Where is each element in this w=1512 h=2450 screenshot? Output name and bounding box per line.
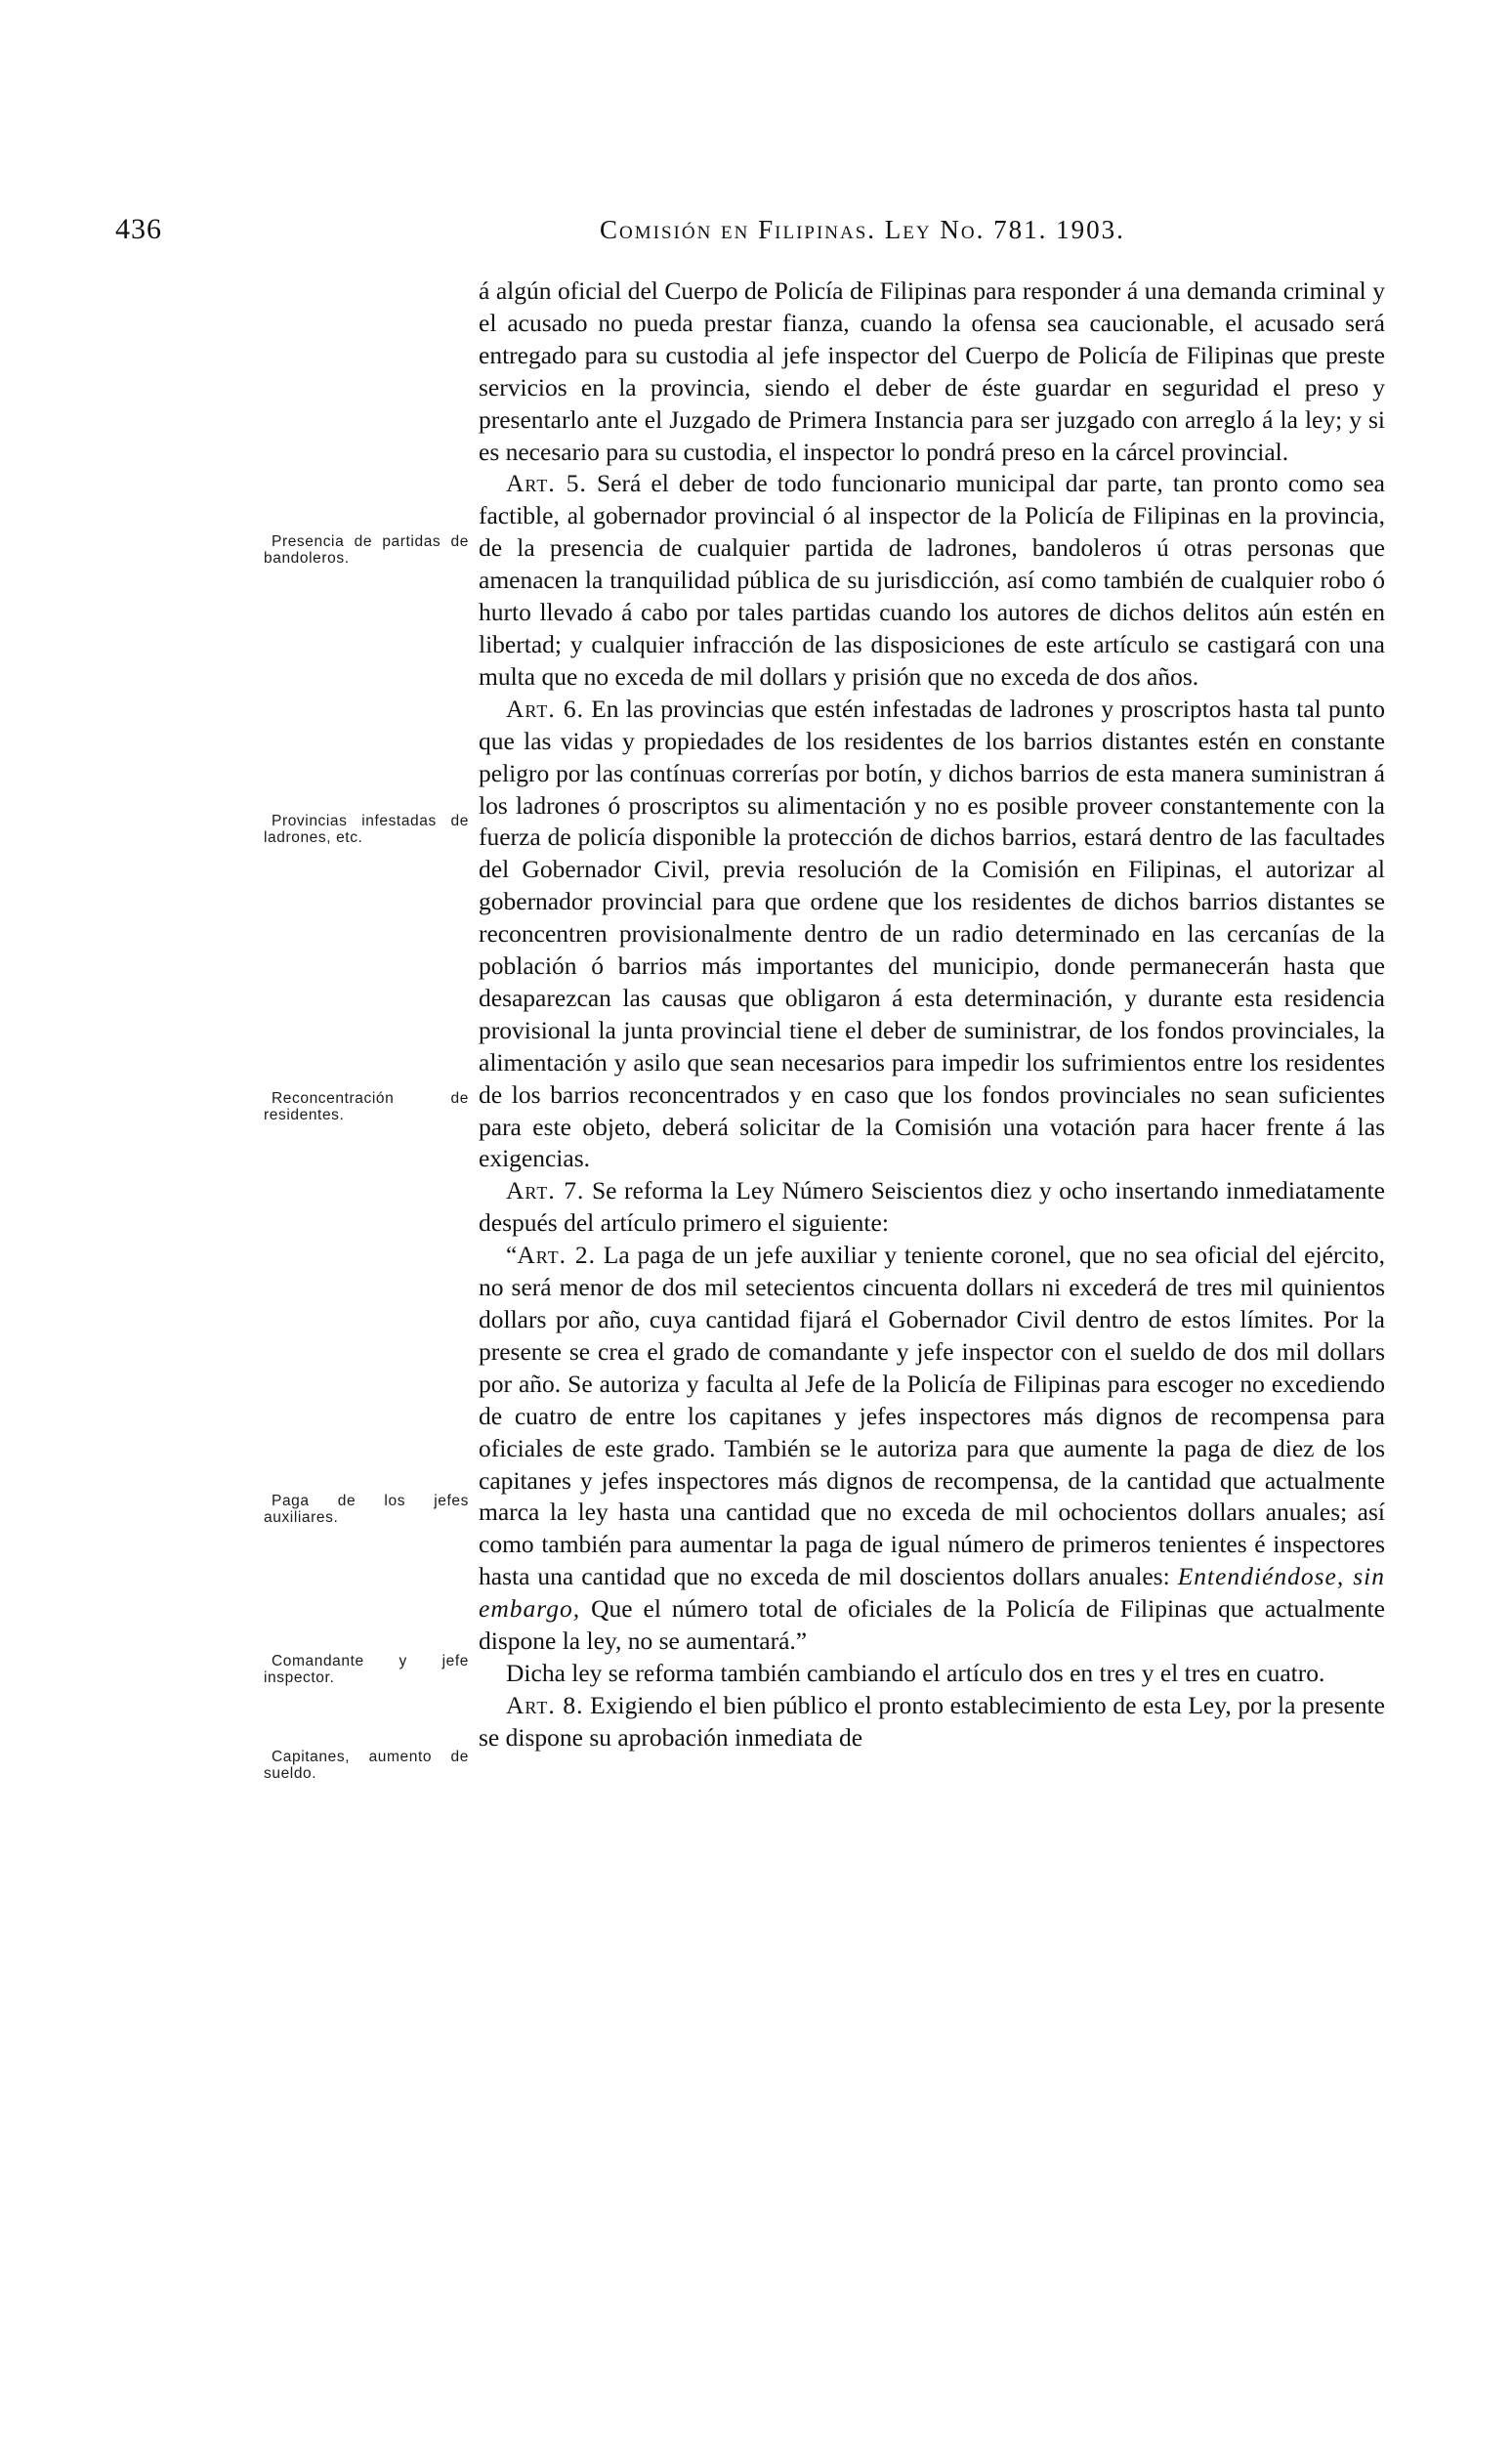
inserted-article-2-text: La paga de un jefe auxiliar y teniente coronel, que no sea oficial del ejército, no será menor de dos mil setecientos cincuenta dollars ni excederá de tres mil quinientos dollars por año, cuya cantidad fijará el Gobernador Civil dentro de estos límites. Por la presente se crea el grado de comandante y jefe inspector con el sueldo de dos mil dollars por año. Se autoriza y faculta al Jefe de la Policía de Filipinas para escoger no excediendo de cuatro de entre los capitanes y jefes inspectores más dignos de recompensa para oficiales de este grado. También se le autoriza para que aumente la paga de diez de los capitanes y jefes inspectores más dignos de recompensa, de la cantidad que actualmente marca la ley hasta una cantidad que no exceda de mil ochocientos dollars anuales; así como también para aumentar la paga de igual número de primeros tenientes é inspectores hasta una cantidad que no exceda de mil doscientos dollars anuales: — [479, 1241, 1385, 1591]
marginal-note-bandoleros: Presencia de partidas de bandoleros. — [264, 533, 469, 567]
article-8-text: Exigiendo el bien público el pronto establecimiento de esta Ley, por la presente se dispone su aprobación inmediata de — [479, 1690, 1385, 1752]
article-8-label: Art. 8. — [506, 1690, 584, 1719]
article-7-text: Se reforma la Ley Número Seiscientos diez y ocho insertando inmediatamente después del artículo primero el siguiente: — [479, 1176, 1385, 1238]
article-5-label: Art. 5. — [506, 469, 587, 498]
inserted-article-2 — [479, 1240, 1385, 1658]
open-quote: “ — [506, 1241, 518, 1270]
article-8 — [479, 1690, 1385, 1754]
article-7-label: Art. 7. — [506, 1176, 585, 1205]
article-7 — [479, 1175, 1385, 1240]
running-head: Comisión en Filipinas. Ley No. 781. 1903. — [600, 215, 1125, 244]
proviso-emphasis: Entendiéndose, sin embargo, — [479, 1562, 1385, 1624]
page-header — [115, 213, 1268, 256]
article-6 — [479, 694, 1385, 1176]
article-6-label: Art. 6. — [506, 694, 585, 723]
marginal-note-reconcentracion: Reconcentración de residentes. — [264, 1090, 469, 1123]
marginal-note-paga-jefes: Paga de los jefes auxiliares. — [264, 1493, 469, 1526]
paragraph-reforma: Dicha ley se reforma también cambiando el artículo dos en tres y el tres en cuatro. — [506, 1658, 1325, 1687]
body-text — [479, 275, 1385, 1754]
page-number: 436 — [115, 213, 162, 245]
inserted-article-2-end: Que el número total de oficiales de la Policía de Filipinas que actualmente dispone la ley, no se aumentará.” — [479, 1594, 1385, 1656]
marginal-note-provincias: Provincias infestadas de ladrones, etc. — [264, 813, 469, 846]
marginal-note-capitanes: Capitanes, aumento de sueldo. — [264, 1749, 469, 1782]
article-6-text: En las provincias que estén infestadas de ladrones y proscriptos hasta tal punto que las vidas y propiedades de los residentes de los barrios distantes estén en constante peligro por las contínuas correrías por botín, y dichos barrios de esta manera suministran á los ladrones ó proscriptos su alimentación y no es posible proveer constantemente con la fuerza de policía disponible la protección de dichos barrios, estará dentro de las facultades del Gobernador Civil, previa resolución de la Comisión en Filipinas, el autorizar al gobernador provincial para que ordene que los residentes de dichos barrios distantes se reconcentren provisionalmente dentro de un radio determinado en las cercanías de la población ó barrios más importantes del municipio, donde permanecerán hasta que desaparezcan las causas que obligaron á esta determinación, y durante esta residencia provisional la junta provincial tiene el deber de suministrar, de los fondos provinciales, la alimentación y asilo que sean necesarios para impedir los sufrimientos entre los residentes de los barrios reconcentrados y en caso que los fondos provinciales no sean suficientes para este objeto, deberá solicitar de la Comisión una votación para hacer frente á las exigencias. — [479, 694, 1385, 1173]
inserted-article-2-label: Art. 2. — [517, 1241, 596, 1270]
article-5-text: Será el deber de todo funcionario municipal dar parte, tan pronto como sea factible, al gobernador provincial ó al inspector de la Policía de Filipinas en la provincia, de la presencia de cualquier partida de ladrones, bandoleros ú otras personas que amenacen la tranquilidad pública de su jurisdicción, así como también de cualquier robo ó hurto llevado á cabo por tales partidas cuando los autores de dichos delitos aún estén en libertad; y cualquier infracción de las disposiciones de este artículo se castigará con una multa que no exceda de mil dollars y prisión que no exceda de dos años. — [479, 469, 1385, 691]
article-5 — [479, 468, 1385, 693]
marginal-note-comandante: Comandante y jefe inspector. — [264, 1653, 469, 1686]
paragraph-continuation: á algún oficial del Cuerpo de Policía de Filipinas para responder á una demanda criminal y el acusado no pueda prestar fianza, cuando la ofensa sea caucionable, el acusado será entregado para su custodia al jefe inspector del Cuerpo de Policía de Filipinas que preste servicios en la provincia, siendo el deber de éste guardar en seguridad el preso y presentarlo ante el Juzgado de Primera Instancia para ser juzgado con arreglo á la ley; y si es necesario para su custodia, el inspector lo pondrá preso en la cárcel provincial. — [479, 276, 1385, 466]
